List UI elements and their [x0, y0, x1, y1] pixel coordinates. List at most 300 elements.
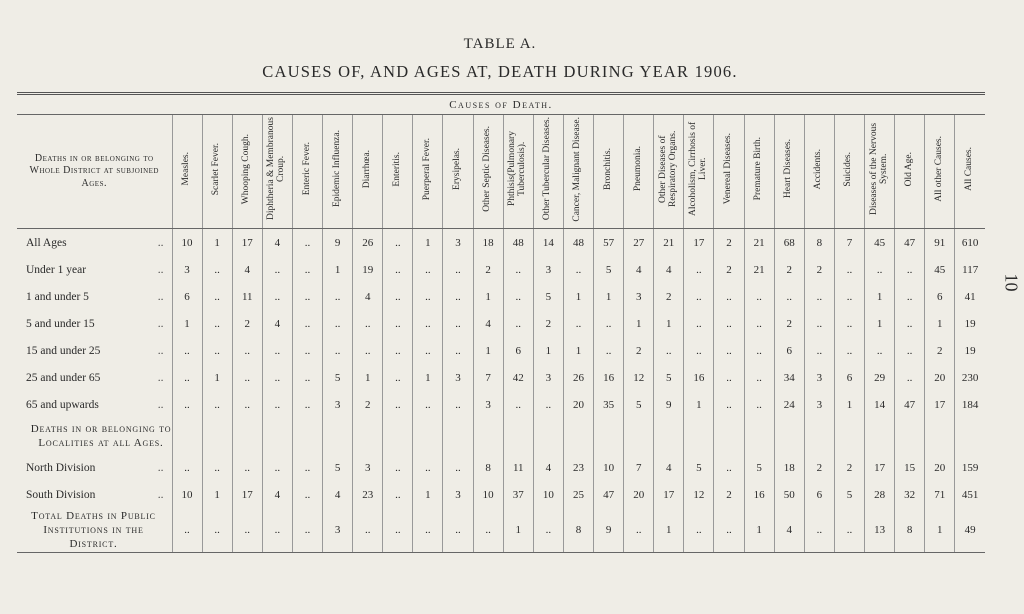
table-cell: [895, 418, 925, 454]
table-cell: 71: [925, 481, 955, 508]
table-cell: 41: [955, 283, 985, 310]
table-cell: ..: [594, 337, 624, 364]
table-cell: ..: [865, 337, 895, 364]
table-cell: 1: [533, 337, 563, 364]
table-cell: ..: [413, 283, 443, 310]
table-cell: 29: [865, 364, 895, 391]
table-cell: 7: [834, 229, 864, 257]
table-cell: 8: [563, 508, 593, 553]
table-cell: ..: [714, 337, 744, 364]
table-cell: ..: [744, 337, 774, 364]
table-cell: ..: [232, 454, 262, 481]
table-cell: 18: [774, 454, 804, 481]
table-cell: ..: [895, 337, 925, 364]
table-cell: 159: [955, 454, 985, 481]
table-cell: ..: [172, 454, 202, 481]
table-cell: 1: [594, 283, 624, 310]
table-cell: 5: [654, 364, 684, 391]
column-header: [503, 115, 533, 229]
table-cell: 7: [624, 454, 654, 481]
column-header: [323, 115, 353, 229]
table-cell: ..: [232, 508, 262, 553]
column-header-label: Enteric Fever.: [301, 142, 312, 196]
column-header: [353, 115, 383, 229]
table-cell: 48: [503, 229, 533, 257]
table-cell: 19: [955, 310, 985, 337]
table-cell: ..: [594, 310, 624, 337]
table-cell: 42: [503, 364, 533, 391]
table-cell: 4: [262, 481, 292, 508]
column-header-label: Alcoholism, Cirrhosis of Liver.: [687, 121, 708, 217]
table-cell: ..: [895, 256, 925, 283]
table-cell: 20: [925, 364, 955, 391]
table-cell: ..: [774, 283, 804, 310]
table-cell: 1: [744, 508, 774, 553]
row-label: [17, 337, 172, 364]
leader-dots: ..: [157, 290, 164, 303]
table-cell: 45: [865, 229, 895, 257]
table-cell: 8: [895, 508, 925, 553]
column-header-label: Whooping Cough.: [241, 133, 252, 205]
column-header-label: Diphtheria & Membranous Croup.: [266, 117, 287, 221]
table-cell: ..: [804, 283, 834, 310]
table-cell: ..: [262, 391, 292, 418]
table-cell: 4: [473, 310, 503, 337]
column-header-label: Scarlet Fever.: [211, 142, 222, 196]
table-cell: ..: [232, 364, 262, 391]
table-cell: 3: [323, 391, 353, 418]
table-cell: 16: [744, 481, 774, 508]
table-cell: 184: [955, 391, 985, 418]
table-cell: [443, 418, 473, 454]
table-cell: ..: [744, 391, 774, 418]
table-cell: 12: [684, 481, 714, 508]
table-cell: 2: [353, 391, 383, 418]
table-cell: ..: [563, 256, 593, 283]
table-cell: 17: [232, 481, 262, 508]
table-cell: ..: [292, 337, 322, 364]
table-cell: 15: [895, 454, 925, 481]
table-cell: [654, 418, 684, 454]
table-cell: [232, 418, 262, 454]
table-cell: 32: [895, 481, 925, 508]
table-cell: 1: [413, 364, 443, 391]
table-cell: [172, 418, 202, 454]
column-header-label: Other Diseases of Respiratory Organs.: [657, 130, 678, 208]
table-cell: ..: [383, 391, 413, 418]
table-cell: 10: [594, 454, 624, 481]
leader-dots: ..: [157, 344, 164, 357]
table-cell: 27: [624, 229, 654, 257]
table-cell: ..: [503, 391, 533, 418]
table-cell: 1: [563, 337, 593, 364]
table-cell: 8: [804, 229, 834, 257]
table-cell: 2: [232, 310, 262, 337]
table-cell: [202, 418, 232, 454]
table-cell: ..: [834, 508, 864, 553]
column-header-label: Measles.: [181, 152, 192, 186]
table-cell: ..: [172, 391, 202, 418]
table-cell: ..: [503, 310, 533, 337]
table-cell: ..: [353, 508, 383, 553]
table-cell: 5: [594, 256, 624, 283]
table-cell: 4: [533, 454, 563, 481]
table-cell: 1: [202, 229, 232, 257]
row-label-text: North Division: [26, 461, 96, 474]
table-cell: 1: [473, 283, 503, 310]
table-cell: ..: [292, 310, 322, 337]
table-cell: ..: [292, 481, 322, 508]
table-cell: ..: [413, 310, 443, 337]
table-cell: 19: [955, 337, 985, 364]
table-cell: 4: [654, 256, 684, 283]
table-cell: 10: [172, 229, 202, 257]
table-cell: ..: [292, 454, 322, 481]
table-cell: 12: [624, 364, 654, 391]
column-header: [744, 115, 774, 229]
table-cell: 47: [594, 481, 624, 508]
table-cell: 6: [925, 283, 955, 310]
table-cell: 5: [684, 454, 714, 481]
table-cell: ..: [533, 391, 563, 418]
table-cell: ..: [232, 337, 262, 364]
table-cell: 4: [654, 454, 684, 481]
table-cell: 4: [353, 283, 383, 310]
table-cell: 16: [594, 364, 624, 391]
table-cell: 3: [533, 256, 563, 283]
table-cell: 91: [925, 229, 955, 257]
table-cell: [925, 418, 955, 454]
table-cell: ..: [413, 337, 443, 364]
table-cell: 19: [353, 256, 383, 283]
table-cell: 21: [744, 256, 774, 283]
row-label: [17, 229, 172, 257]
table-cell: 23: [353, 481, 383, 508]
column-header-label: Erysipelas.: [452, 148, 463, 190]
table-cell: 14: [865, 391, 895, 418]
table-cell: ..: [714, 391, 744, 418]
table-cell: 2: [834, 454, 864, 481]
section-heading: Causes of Death.: [17, 96, 985, 115]
table-cell: ..: [804, 508, 834, 553]
table-cell: ..: [624, 508, 654, 553]
table-cell: 1: [172, 310, 202, 337]
table-cell: ..: [413, 508, 443, 553]
table-cell: ..: [262, 364, 292, 391]
row-label: [17, 508, 172, 553]
table-cell: [473, 418, 503, 454]
table-cell: 10: [172, 481, 202, 508]
table-cell: 21: [654, 229, 684, 257]
table-row: [17, 454, 985, 481]
table-cell: 1: [503, 508, 533, 553]
table-cell: [262, 418, 292, 454]
table-cell: 9: [323, 229, 353, 257]
table-cell: 2: [714, 256, 744, 283]
table-cell: ..: [684, 310, 714, 337]
table-cell: ..: [834, 310, 864, 337]
table-cell: ..: [684, 337, 714, 364]
table-cell: ..: [292, 283, 322, 310]
column-header-label: Old Age.: [903, 151, 914, 187]
table-cell: ..: [714, 310, 744, 337]
table-cell: ..: [895, 283, 925, 310]
table-cell: 6: [804, 481, 834, 508]
table-cell: 6: [834, 364, 864, 391]
table-cell: [624, 418, 654, 454]
table-cell: 8: [473, 454, 503, 481]
column-header: [172, 115, 202, 229]
table-cell: [563, 418, 593, 454]
table-cell: 3: [443, 481, 473, 508]
table-cell: 1: [865, 283, 895, 310]
table-cell: 2: [804, 256, 834, 283]
column-header: [834, 115, 864, 229]
table-cell: [865, 418, 895, 454]
table-cell: 1: [202, 481, 232, 508]
table-subtitle: CAUSES OF, AND AGES AT, DEATH DURING YEAR 1906.: [262, 62, 738, 81]
column-header: [443, 115, 473, 229]
table-cell: ..: [262, 454, 292, 481]
column-header-label: All other Causes.: [933, 136, 944, 202]
table-cell: ..: [292, 364, 322, 391]
column-header: [292, 115, 322, 229]
table-cell: [834, 418, 864, 454]
table-cell: [503, 418, 533, 454]
table-cell: ..: [443, 508, 473, 553]
column-header: [232, 115, 262, 229]
table-cell: 3: [533, 364, 563, 391]
table-cell: 3: [323, 508, 353, 553]
column-header: [714, 115, 744, 229]
table-cell: ..: [383, 229, 413, 257]
column-header-label: Phthisis(Pulmonary Tuberculosis).: [507, 131, 528, 207]
table-cell: 2: [473, 256, 503, 283]
table-cell: ..: [413, 454, 443, 481]
column-header-label: Diseases of the Nervous System.: [868, 122, 889, 216]
table-cell: ..: [353, 310, 383, 337]
table-cell: 17: [865, 454, 895, 481]
table-cell: 4: [624, 256, 654, 283]
table-cell: 11: [232, 283, 262, 310]
row-label-text: 15 and under 25: [26, 344, 101, 357]
column-header: [473, 115, 503, 229]
table-cell: 6: [503, 337, 533, 364]
table-cell: ..: [323, 310, 353, 337]
row-label: [17, 364, 172, 391]
leader-dots: ..: [157, 371, 164, 384]
table-cell: 2: [774, 256, 804, 283]
table-cell: ..: [834, 283, 864, 310]
table-cell: ..: [353, 337, 383, 364]
page-number: 10: [1001, 273, 1022, 292]
table-cell: ..: [202, 454, 232, 481]
table-cell: 4: [232, 256, 262, 283]
row-label-text: 5 and under 15: [26, 317, 95, 330]
row-label: [17, 391, 172, 418]
row-label: [17, 418, 172, 454]
table-cell: 1: [413, 481, 443, 508]
row-heading: Deaths in or belonging to Whole District at subjoined Ages.: [17, 115, 172, 229]
column-header: [563, 115, 593, 229]
table-cell: 50: [774, 481, 804, 508]
table-cell: 5: [323, 454, 353, 481]
table-row: [17, 310, 985, 337]
table-cell: 17: [654, 481, 684, 508]
column-header: [925, 115, 955, 229]
section-heading-row: [17, 96, 985, 115]
table-cell: [533, 418, 563, 454]
table-cell: ..: [443, 391, 473, 418]
table-cell: 1: [413, 229, 443, 257]
table-cell: 610: [955, 229, 985, 257]
table-cell: 2: [654, 283, 684, 310]
table-cell: ..: [654, 337, 684, 364]
table-cell: ..: [865, 256, 895, 283]
table-cell: 2: [925, 337, 955, 364]
table-cell: ..: [413, 391, 443, 418]
table-cell: 14: [533, 229, 563, 257]
table-cell: 1: [323, 256, 353, 283]
table-cell: ..: [383, 310, 413, 337]
table-cell: 1: [925, 310, 955, 337]
table-cell: ..: [202, 508, 232, 553]
leader-dots: ..: [157, 398, 164, 411]
table-cell: 17: [684, 229, 714, 257]
table-cell: 5: [624, 391, 654, 418]
table-cell: 3: [172, 256, 202, 283]
table-cell: 4: [323, 481, 353, 508]
table-cell: ..: [383, 337, 413, 364]
table-cell: [323, 418, 353, 454]
column-header-label: Suicides.: [843, 151, 854, 187]
column-header-label: Other Tubercular Diseases.: [542, 117, 553, 221]
table-title: TABLE A.: [463, 36, 537, 52]
table-cell: ..: [714, 364, 744, 391]
table-cell: ..: [744, 283, 774, 310]
leader-dots: ..: [157, 461, 164, 474]
table-cell: ..: [443, 256, 473, 283]
table-cell: 2: [804, 454, 834, 481]
table-row: [17, 508, 985, 553]
column-header-label: Venereal Diseases.: [723, 133, 734, 205]
row-label: [17, 454, 172, 481]
table-cell: 5: [533, 283, 563, 310]
table-cell: 3: [473, 391, 503, 418]
table-cell: 47: [895, 391, 925, 418]
table-cell: 1: [563, 283, 593, 310]
table-cell: ..: [383, 364, 413, 391]
table-cell: ..: [804, 337, 834, 364]
table-cell: ..: [292, 508, 322, 553]
table-cell: 3: [804, 391, 834, 418]
column-header: [202, 115, 232, 229]
table-cell: 20: [563, 391, 593, 418]
table-cell: ..: [172, 337, 202, 364]
table-cell: [594, 418, 624, 454]
table-cell: 1: [925, 508, 955, 553]
table-cell: 6: [774, 337, 804, 364]
table-cell: 5: [834, 481, 864, 508]
section-subheading: Deaths in or belonging to Localities at all Ages.: [30, 422, 172, 449]
column-header-label: Heart Diseases.: [783, 139, 794, 199]
column-header-label: Epidemic Influenza.: [331, 130, 342, 208]
table-cell: [804, 418, 834, 454]
table-cell: ..: [895, 364, 925, 391]
table-cell: 4: [262, 229, 292, 257]
column-header-label: Premature Birth.: [753, 137, 764, 201]
table-cell: 10: [533, 481, 563, 508]
column-header-label: Pneumonia.: [632, 146, 643, 192]
table-cell: ..: [292, 391, 322, 418]
column-header-label: Enteritis.: [391, 151, 402, 187]
table-cell: ..: [323, 337, 353, 364]
table-cell: ..: [443, 454, 473, 481]
table-row: [17, 256, 985, 283]
table-cell: ..: [262, 283, 292, 310]
table-row: [17, 364, 985, 391]
column-header: [865, 115, 895, 229]
table-cell: 37: [503, 481, 533, 508]
table-cell: 20: [624, 481, 654, 508]
column-header: [654, 115, 684, 229]
column-header-label: Diarrhœa.: [361, 149, 372, 189]
top-double-rule: [17, 92, 985, 95]
table-cell: 35: [594, 391, 624, 418]
table-cell: 26: [353, 229, 383, 257]
row-label-text: 65 and upwards: [26, 398, 99, 411]
table-cell: 45: [925, 256, 955, 283]
table-cell: ..: [443, 283, 473, 310]
table-cell: 5: [323, 364, 353, 391]
table-cell: ..: [895, 310, 925, 337]
table-cell: 1: [202, 364, 232, 391]
row-label-text: 25 and under 65: [26, 371, 101, 384]
table-cell: ..: [202, 283, 232, 310]
table-row: [17, 229, 985, 257]
table-cell: 28: [865, 481, 895, 508]
table-cell: 451: [955, 481, 985, 508]
table-cell: 24: [774, 391, 804, 418]
column-header: [895, 115, 925, 229]
table-cell: [744, 418, 774, 454]
table-cell: ..: [473, 508, 503, 553]
causes-of-death-table: [17, 96, 985, 553]
table-cell: 1: [473, 337, 503, 364]
table-cell: ..: [413, 256, 443, 283]
column-header: [804, 115, 834, 229]
column-header-label: Bronchitis.: [602, 148, 613, 190]
table-cell: [955, 418, 985, 454]
table-cell: 1: [865, 310, 895, 337]
table-cell: 3: [443, 229, 473, 257]
table-cell: 48: [563, 229, 593, 257]
table-cell: ..: [383, 454, 413, 481]
table-cell: [353, 418, 383, 454]
table-cell: 7: [473, 364, 503, 391]
column-header-label: Puerperal Fever.: [421, 137, 432, 201]
table-cell: 3: [443, 364, 473, 391]
row-label-text: 1 and under 5: [26, 290, 89, 303]
table-cell: 26: [563, 364, 593, 391]
table-cell: ..: [383, 481, 413, 508]
row-label: [17, 310, 172, 337]
table-row: [17, 283, 985, 310]
leader-dots: ..: [157, 317, 164, 330]
table-cell: 11: [503, 454, 533, 481]
table-cell: [714, 418, 744, 454]
column-header-label: Other Septic Diseases.: [482, 126, 493, 212]
